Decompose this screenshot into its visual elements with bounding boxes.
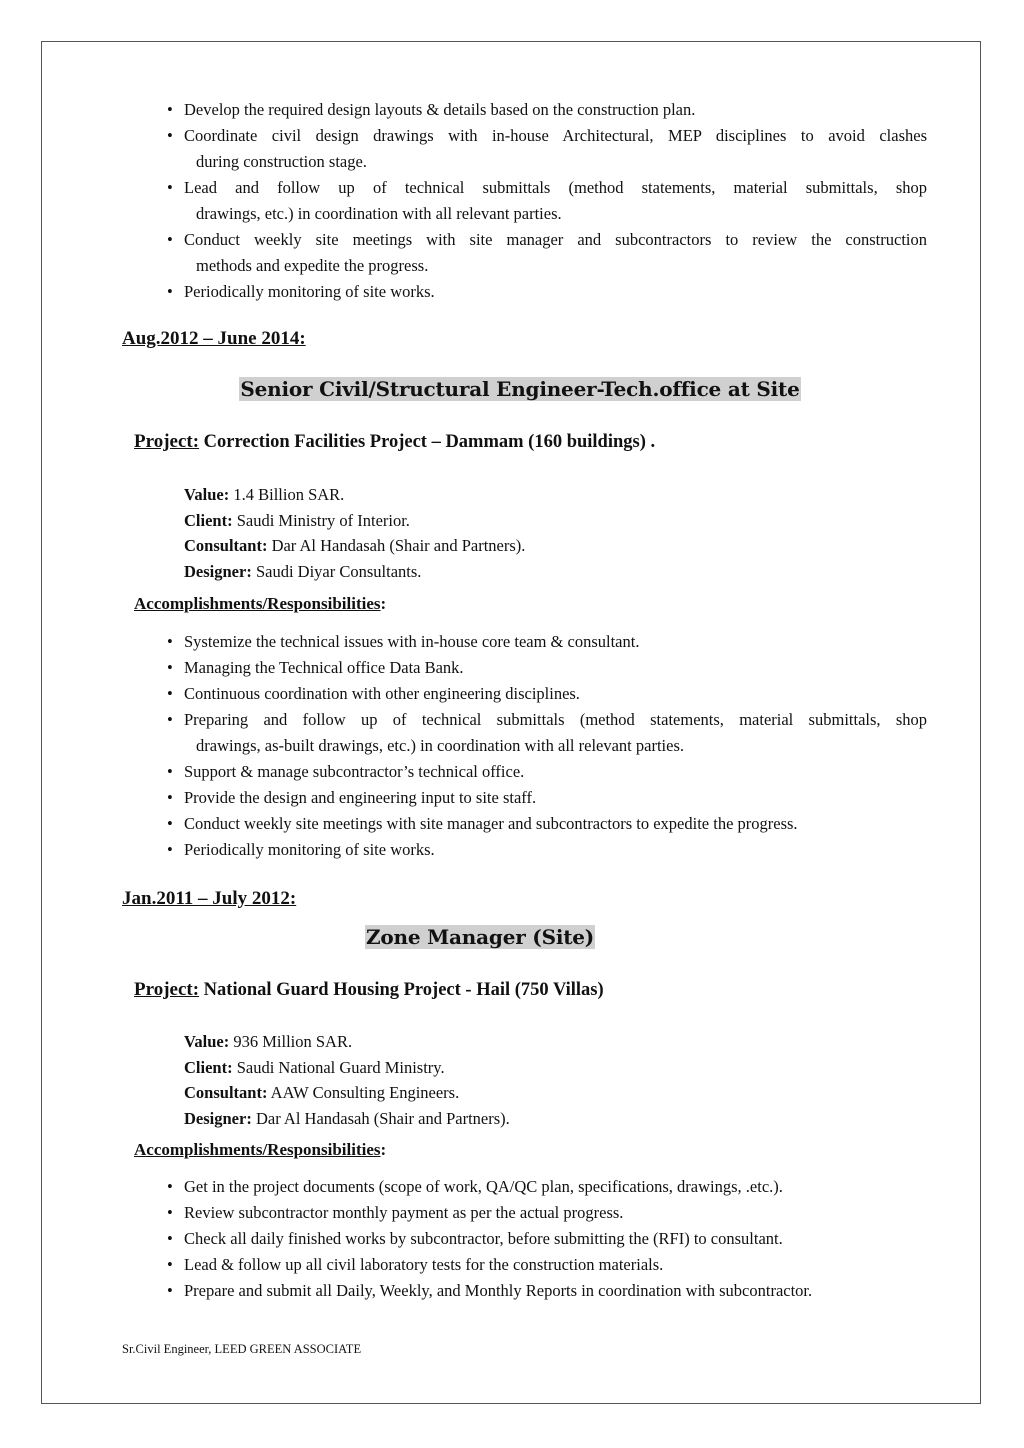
bullet-icon: •: [167, 1255, 173, 1274]
section1-period: Aug.2012 – June 2014:: [122, 328, 306, 349]
list-item: • Conduct weekly site meetings with site manager and subcontractors to expedite the progress.: [167, 811, 927, 837]
bullet-icon: •: [167, 100, 173, 119]
top-bullet-list: [167, 97, 927, 305]
bullet-icon: •: [167, 788, 173, 807]
bullet-icon: •: [167, 840, 173, 859]
list-item: • Continuous coordination with other engineering disciplines.: [167, 681, 927, 707]
bullet-icon: •: [167, 1203, 173, 1222]
bullet-icon: •: [167, 282, 173, 301]
section2-role-title: Zone Manager (Site): [365, 925, 595, 949]
list-item: • Periodically monitoring of site works.: [167, 279, 927, 305]
bullet-icon: •: [167, 1177, 173, 1196]
list-item: • Coordinate civil design drawings with in-house Architectural, MEP disciplines to avoid clashes during construction stage.: [167, 123, 927, 175]
list-item: • Develop the required design layouts & details based on the construction plan.: [167, 97, 927, 123]
project-name: Correction Facilities Project – Dammam (160 buildings) .: [203, 432, 656, 452]
consultant-row: Consultant: Dar Al Handasah (Shair and Partners).: [184, 536, 526, 555]
bullet-icon: •: [167, 1281, 173, 1300]
list-item: • Managing the Technical office Data Bank.: [167, 655, 927, 681]
list-item: • Review subcontractor monthly payment as per the actual progress.: [167, 1200, 937, 1226]
value-row: Value: 936 Million SAR.: [184, 1032, 353, 1051]
bullet-icon: •: [167, 710, 173, 729]
project-label: Project:: [134, 431, 200, 452]
list-item: • Provide the design and engineering input to site staff.: [167, 785, 927, 811]
bullet-icon: •: [167, 658, 173, 677]
section1-accomplishments-heading: Accomplishments/Responsibilities:: [134, 594, 387, 613]
designer-row: Designer: Saudi Diyar Consultants.: [184, 561, 422, 581]
list-item: • Lead and follow up of technical submittals (method statements, material submittals, shop drawings, etc.) in coordination with all relevant parties.: [167, 175, 927, 227]
section1-bullet-list: [167, 629, 927, 863]
value-row: Value: 1.4 Billion SAR.: [184, 485, 345, 504]
designer-row: Designer: Dar Al Handasah (Shair and Partners).: [184, 1108, 510, 1128]
consultant-row: Consultant: AAW Consulting Engineers.: [184, 1083, 460, 1102]
page-footer: Sr.Civil Engineer, LEED GREEN ASSOCIATE: [122, 1342, 362, 1356]
bullet-icon: •: [167, 762, 173, 781]
list-item: • Support & manage subcontractor’s technical office.: [167, 759, 927, 785]
bullet-icon: •: [167, 230, 173, 249]
list-item: • Conduct weekly site meetings with site manager and subcontractors to review the construction methods and expedite the progress.: [167, 227, 927, 279]
section2-details: [184, 1029, 510, 1131]
list-item: • Prepare and submit all Daily, Weekly, and Monthly Reports in coordination with subcontractor.: [167, 1278, 937, 1304]
list-item: • Check all daily finished works by subcontractor, before submitting the (RFI) to consultant.: [167, 1226, 937, 1252]
section2-accomplishments-heading: Accomplishments/Responsibilities:: [134, 1140, 387, 1159]
section1-role-title: Senior Civil/Structural Engineer-Tech.office at Site: [240, 377, 800, 401]
list-item: • Lead & follow up all civil laboratory tests for the construction materials.: [167, 1252, 937, 1278]
bullet-icon: •: [167, 126, 173, 145]
list-item: • Periodically monitoring of site works.: [167, 837, 927, 863]
list-item: • Systemize the technical issues with in-house core team & consultant.: [167, 629, 927, 655]
project-name: National Guard Housing Project - Hail (750 Villas): [203, 980, 604, 1000]
bullet-icon: •: [167, 632, 173, 651]
bullet-icon: •: [167, 814, 173, 833]
section2-bullet-list: [167, 1174, 937, 1304]
section1-details: [184, 482, 525, 584]
list-item: • Get in the project documents (scope of work, QA/QC plan, specifications, drawings, .etc.).: [167, 1174, 937, 1200]
client-row: Client: Saudi National Guard Ministry.: [184, 1057, 445, 1077]
bullet-icon: •: [167, 1229, 173, 1248]
section1-project: [134, 431, 655, 453]
bullet-icon: •: [167, 684, 173, 703]
client-row: Client: Saudi Ministry of Interior.: [184, 510, 410, 530]
project-label: Project:: [134, 979, 200, 1000]
section2-period: Jan.2011 – July 2012:: [122, 888, 297, 909]
list-item: • Preparing and follow up of technical submittals (method statements, material submittals, shop drawings, as-built drawings, etc.) in coordination with all relevant parties.: [167, 707, 927, 759]
section2-project: [134, 979, 604, 1001]
bullet-icon: •: [167, 178, 173, 197]
